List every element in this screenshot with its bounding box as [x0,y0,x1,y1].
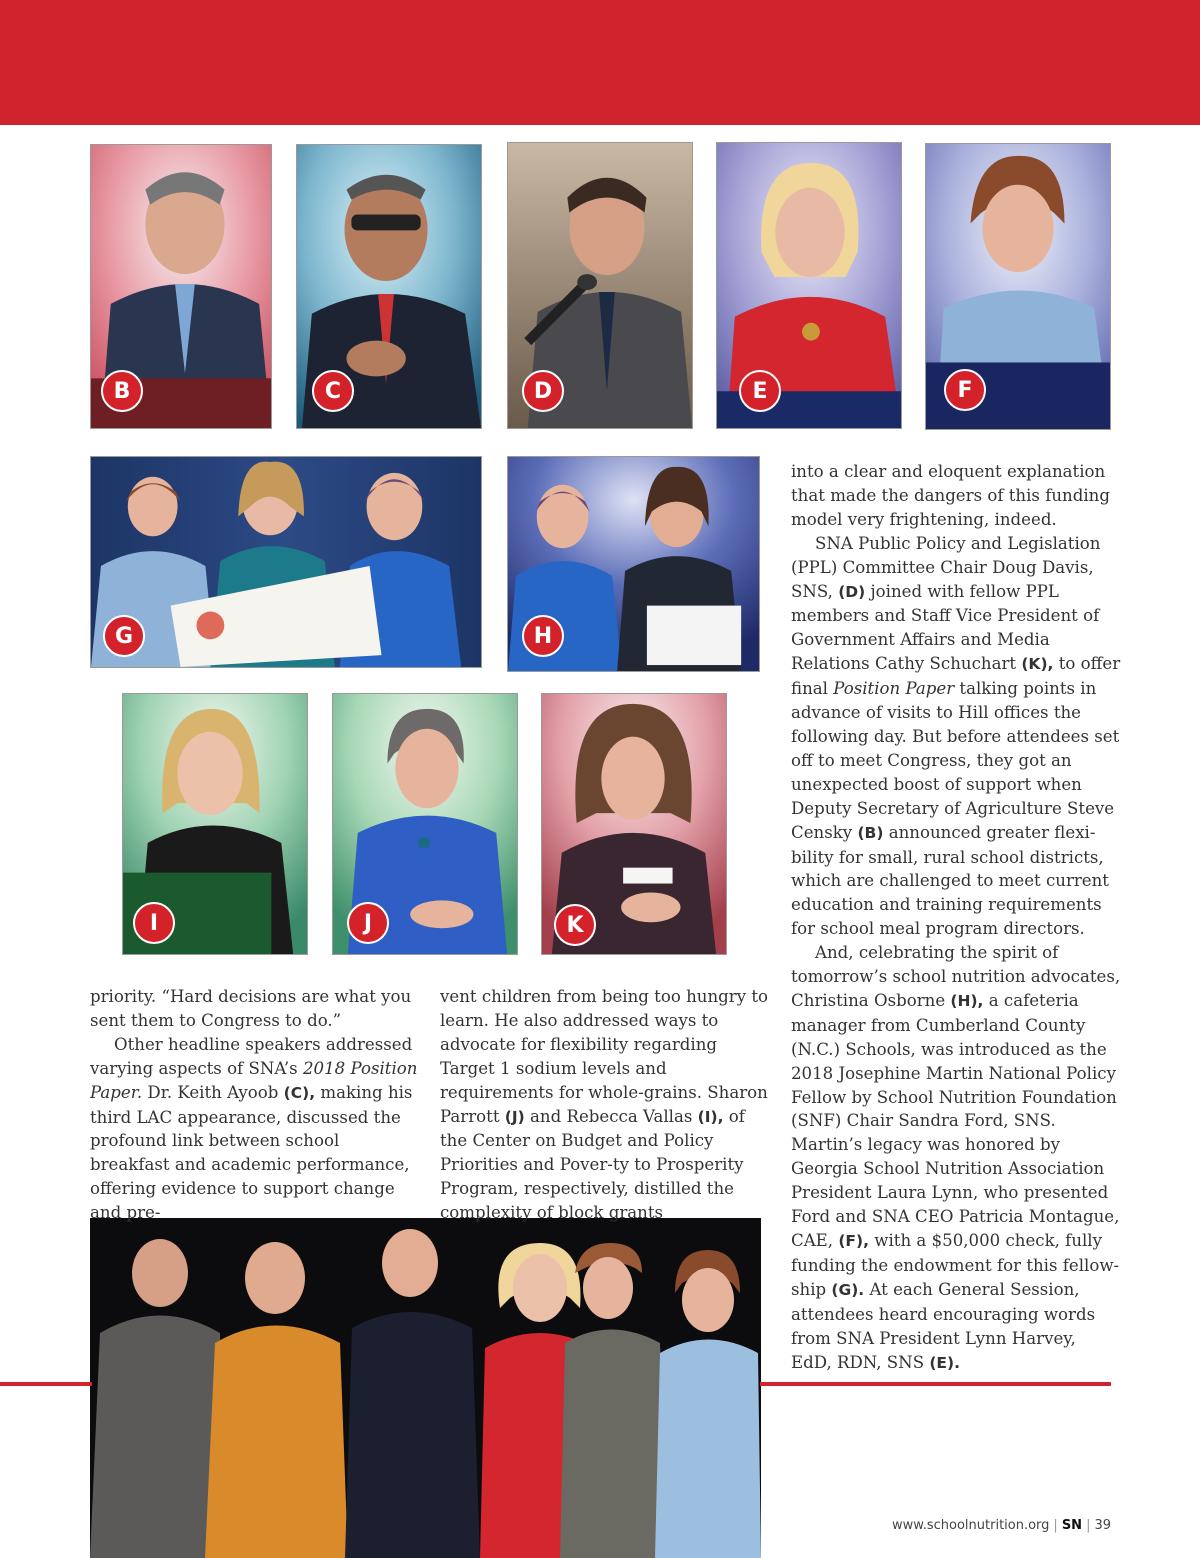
paragraph: priority. “Hard decisions are what you sent them to Congress to do.” [90,987,412,1030]
photo-g-check-presentation [90,456,482,668]
photo-h-christina-osborne [507,456,760,672]
photo-label-badge: J [347,902,389,944]
top-banner [0,0,1200,125]
photo-d-doug-davis [507,142,693,429]
photo-reference: (C), [283,1083,316,1102]
publication-title: Position Paper [833,679,955,699]
photo-b-steve-censky [90,144,272,429]
photo-reference: (G). [831,1280,865,1299]
photo-reference: (I), [697,1107,724,1126]
article-column-3 [791,460,1121,1375]
photo-label-badge: E [739,370,781,412]
photo-label-badge: G [103,615,145,657]
photo-reference: (E). [929,1353,960,1372]
article-column-2 [440,985,770,1225]
photo-reference: (F), [838,1232,869,1250]
page-number: 39 [1094,1518,1111,1533]
divider-rule [760,1382,1111,1386]
photo-j-sharon-parrott [332,693,518,955]
paragraph: And, celebrating the spirit of tomorrow’s school nutrition advocates, Christina Osborne (H), a cafeteria manager from Cumberland County (N.C.) Schools, was introduced as the 2018 Josephine Martin National Policy Fellow by School Nutrition Foundation (SNF) Chair Sandra Ford, SNS. Martin’s legacy was honored by Georgia School Nutrition Association President Laura Lynn, who presented Ford and SNA CEO Patricia Montague, CAE, (F), with a $50,000 check, fully funding the endowment for this fellow-ship (G). At each General Session, attendees heard encouraging words from SNA President Lynn Harvey, EdD, RDN, SNS (E). [791,943,1121,1372]
paragraph: into a clear and eloquent explanation that made the dangers of this funding model very frightening, indeed. [791,462,1110,529]
photo-c-keith-ayoob [296,144,482,429]
photo-label-badge: I [133,902,175,944]
photo-i-rebecca-vallas [122,693,308,955]
paragraph: vent children from being too hungry to learn. He also addressed ways to advocate for flexibility regarding Target 1 sodium levels and requirements for whole-grains. Sharon Parrott (J) and Rebecca Vallas (I), of the Center on Budget and Policy Priorities and Pover-ty to Prosperity Program, respectively, distilled the complexity of block grants [440,987,769,1223]
photo-e-lynn-harvey [716,142,902,429]
photo-f-patricia-montague [925,143,1111,430]
photo-label-badge: B [101,370,143,412]
photo-reference: (D) [838,582,866,601]
photo-reference: (J) [504,1107,525,1126]
publication-title: 2018 Position Paper. [90,1058,418,1102]
photo-label-badge: F [944,369,986,411]
divider-rule [0,1382,92,1386]
paragraph: SNA Public Policy and Legislation (PPL) Committee Chair Doug Davis, SNS, (D) joined with fellow PPL members and Staff Vice President of Government Affairs and Media Relations Cathy Schuchart (K), to offer final Position Paper talking points in advance of visits to Hill offices the following day. But before attendees set off to meet Congress, they got an unexpected boost of support when Deputy Secretary of Agriculture Steve Censky (B) announced greater flexi-bility for small, rural school districts, which are challenged to meet current education and training requirements for school meal program directors. [791,533,1121,939]
footer-url[interactable]: www.schoolnutrition.org [892,1518,1050,1533]
photo-reference: (B) [857,823,884,842]
footer-separator: | [1086,1518,1091,1533]
article-column-1 [90,985,420,1225]
page-footer [870,1518,1111,1533]
photo-label-badge: D [522,370,564,412]
photo-label-badge: H [522,615,564,657]
photo-label-badge: K [554,904,596,946]
footer-brand: SN [1061,1518,1083,1533]
photo-label-badge: C [312,370,354,412]
photo-reference: (H), [950,991,984,1010]
photo-group [90,1218,761,1558]
photo-k-cathy-schuchart [541,693,727,955]
footer-separator: | [1053,1518,1058,1533]
paragraph: Other headline speakers addressed varying aspects of SNA’s 2018 Position Paper. Dr. Keith Ayoob (C), making his third LAC appearance, discussed the profound link between school breakfast and academic performance, offering evidence to support change and pre- [90,1034,418,1223]
photo-reference: (K), [1021,655,1054,674]
